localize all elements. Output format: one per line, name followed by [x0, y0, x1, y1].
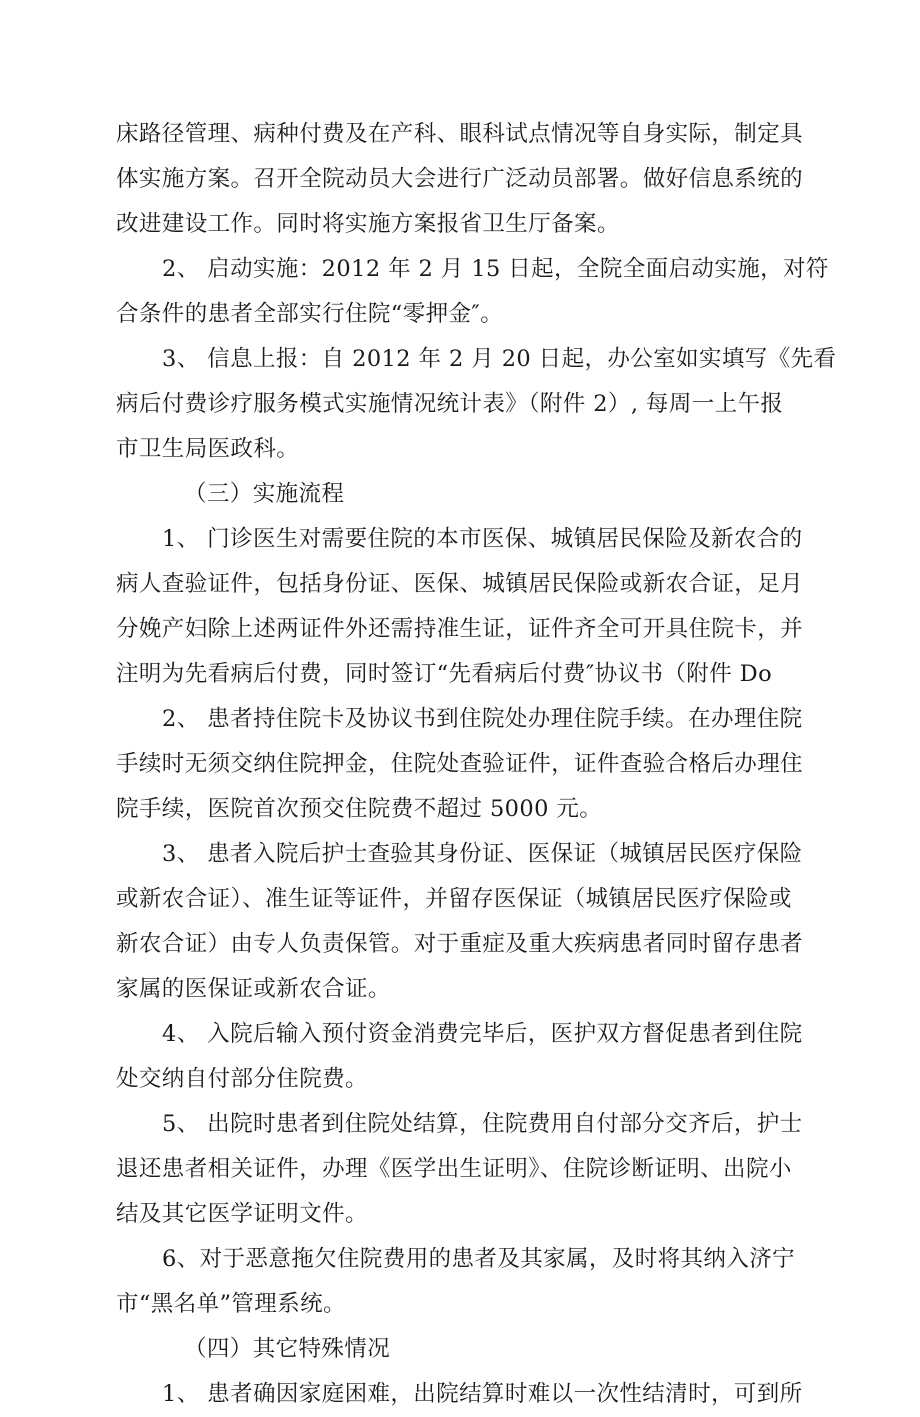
text-line: 5、 出院时患者到住院处结算，住院费用自付部分交齐后，护士 [162, 1111, 803, 1137]
text-line: 1、 门诊医生对需要住院的本市医保、城镇居民保险及新农合的 [162, 526, 803, 552]
text-line: 处交纳自付部分住院费。 [116, 1066, 368, 1092]
text-line: 家属的医保证或新农合证。 [116, 976, 391, 1002]
text-line: 退还患者相关证件，办理《医学出生证明》、住院诊断证明、出院小 [116, 1156, 792, 1182]
text-line: 手续时无须交纳住院押金，住院处查验证件，证件查验合格后办理住 [116, 751, 804, 777]
text-line: 体实施方案。召开全院动员大会进行广泛动员部署。做好信息系统的 [116, 166, 804, 192]
text-line: 结及其它医学证明文件。 [116, 1201, 368, 1227]
text-line: 2、 启动实施：2012 年 2 月 15 日起，全院全面启动实施，对符 [162, 256, 829, 282]
document-body [116, 112, 837, 1417]
section-heading: （四）其它特殊情况 [184, 1336, 391, 1362]
text-line: 改进建设工作。同时将实施方案报省卫生厅备案。 [116, 211, 620, 237]
text-line: 1、 患者确因家庭困难，出院结算时难以一次性结清时，可到所 [162, 1381, 803, 1407]
text-line: 注明为先看病后付费，同时签订“先看病后付费″协议书（附件 Do [116, 661, 773, 687]
text-line: 新农合证）由专人负责保管。对于重症及重大疾病患者同时留存患者 [116, 931, 804, 957]
text-line: 2、 患者持住院卡及协议书到住院处办理住院手续。在办理住院 [162, 706, 803, 732]
text-line: 病人查验证件，包括身份证、医保、城镇居民保险或新农合证，足月 [116, 571, 804, 597]
text-line: 4、 入院后输入预付资金消费完毕后，医护双方督促患者到住院 [162, 1021, 803, 1047]
section-heading: （三）实施流程 [184, 481, 345, 507]
text-line: 3、 信息上报：自 2012 年 2 月 20 日起，办公室如实填写《先看 [162, 346, 837, 372]
text-line: 市“黑名单”管理系统。 [116, 1291, 346, 1317]
text-line: 院手续，医院首次预交住院费不超过 5000 元。 [116, 796, 603, 822]
text-line: 6、对于恶意拖欠住院费用的患者及其家属，及时将其纳入济宁 [162, 1246, 796, 1272]
text-line: 市卫生局医政科。 [116, 436, 300, 462]
text-line: 合条件的患者全部实行住院“零押金″。 [116, 301, 504, 327]
text-line: 3、 患者入院后护士查验其身份证、医保证（城镇居民医疗保险 [162, 841, 803, 867]
text-line: 病后付费诊疗服务模式实施情况统计表》（附件 2）, 每周一上午报 [116, 391, 784, 417]
text-line: 床路径管理、病种付费及在产科、眼科试点情况等自身实际，制定具 [116, 121, 804, 147]
text-line: 分娩产妇除上述两证件外还需持准生证，证件齐全可开具住院卡，并 [116, 616, 804, 642]
text-line: 或新农合证）、准生证等证件，并留存医保证（城镇居民医疗保险或 [116, 886, 792, 912]
